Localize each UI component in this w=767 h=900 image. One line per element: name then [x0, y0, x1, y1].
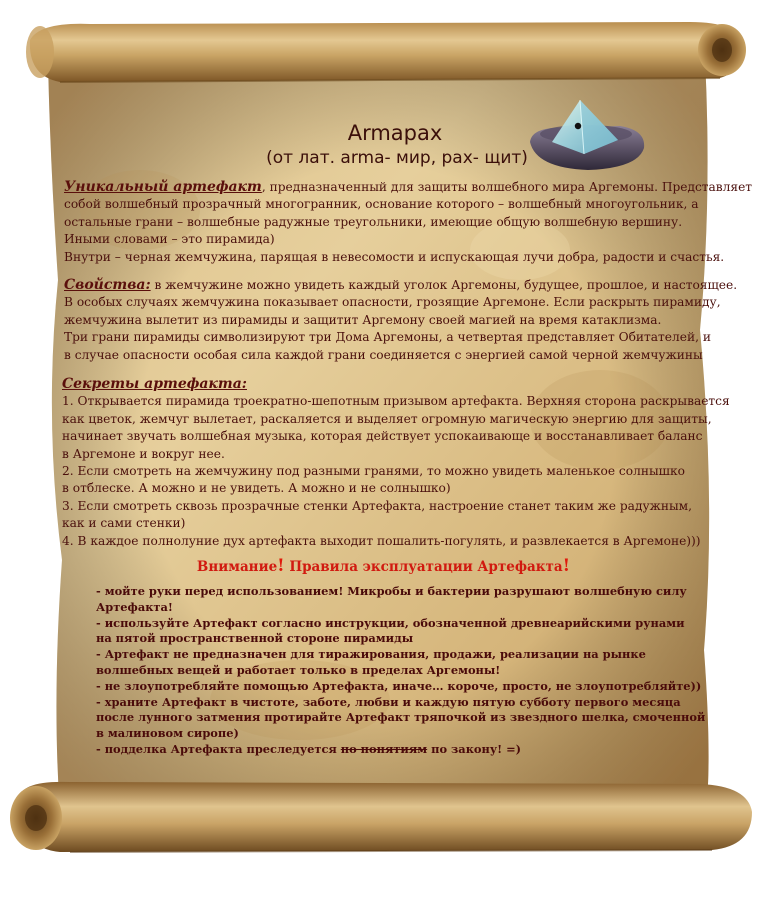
secrets-line: в Аргемоне и вокруг нее. [62, 446, 225, 461]
intro-line: , предназначенный для защиты волшебного мира Аргемоны. Представляет [261, 180, 753, 194]
properties-line: жемчужина вылетит из пирамиды и защитит Аргемону своей магией на время катаклизма. [64, 312, 662, 327]
page-title: Armapax [347, 121, 443, 145]
rule-line: - мойте руки перед использованием! Микробы и бактерии разрушают волшебную силу [96, 584, 687, 598]
secrets-section [62, 376, 730, 550]
warning-heading [0, 556, 767, 576]
rule-line: Артефакта! [96, 599, 173, 614]
secrets-line: начинает звучать волшебная музыка, которая действует успокаивающе и восстанавливает баланс [62, 429, 703, 444]
properties-line: в случае опасности особая сила каждой грани соединяется с энергией самой черной жемчужины [64, 347, 703, 362]
rule-line: - используйте Артефакт согласно инструкции, обозначенной древнеарийскими рунами [96, 615, 685, 630]
intro-line: Иными словами – это пирамида) [64, 232, 275, 247]
secrets-line: как и сами стенки) [62, 516, 186, 531]
secrets-line: 3. Если смотреть сквозь прозрачные стенки Артефакта, настроение станет таким же радужным, [62, 498, 693, 513]
secrets-line: 4. В каждое полнолуние дух артефакта выходит пошалить-погулять, и развлекается в Аргемоне))) [62, 533, 701, 548]
rules-list [96, 584, 705, 758]
intro-line: остальные грани – волшебные радужные треугольники, имеющие общую волшебную вершину. [64, 214, 683, 229]
rule-last-suffix: по закону! =) [427, 741, 522, 756]
properties-section [64, 277, 737, 364]
rule-line-last [96, 742, 705, 758]
secrets-line: 1. Открывается пирамида троекратно-шепотным призывом артефакта. Верхняя сторона раскрывается [62, 394, 730, 409]
rule-line: - Артефакт не предназначен для тиражирования, продажи, реализации на рынке [96, 647, 646, 662]
properties-line: Три грани пирамиды символизируют три Дома Аргемоны, а четвертая представляет Обитателей, и [64, 330, 711, 345]
properties-line: В особых случаях жемчужина показывает опасности, грозящие Аргемоне. Если раскрыть пирамиду, [64, 295, 721, 310]
page-subtitle: (от лат. arma- мир, pax- щит) [266, 148, 528, 168]
rule-last-prefix: - подделка Артефакта преследуется [96, 741, 341, 756]
rule-line: в малиновом сиропе) [96, 726, 239, 741]
struck-text: по понятиям [340, 741, 428, 756]
intro-heading: Уникальный артефакт [64, 179, 262, 195]
rule-line: волшебных вещей и работает только в пределах Аргемоны! [96, 662, 501, 677]
rule-line: - не злоупотребляйте помощью Артефакта, иначе… короче, просто, не злоупотребляйте)) [96, 678, 702, 693]
properties-line: в жемчужине можно увидеть каждый уголок Аргемоны, будущее, прошлое, и настоящее. [150, 278, 738, 292]
rule-line: на пятой пространственной стороне пирамиды [96, 631, 414, 646]
secrets-line: в отблеске. А можно и не увидеть. А можно и не солнышко) [62, 481, 451, 496]
secrets-line: 2. Если смотреть на жемчужину под разными гранями, то можно увидеть маленькое солнышко [62, 464, 685, 479]
properties-heading: Свойства: [64, 277, 151, 293]
secrets-heading: Секреты артефакта: [62, 376, 247, 392]
exclamation-mark: ! [562, 556, 571, 576]
rule-line: после лунного затмения протирайте Артефакт тряпочкой из звездного шелка, смоченной [96, 710, 706, 725]
intro-line: Внутри – черная жемчужина, парящая в невесомости и испускающая лучи добра, радости и счастья. [64, 249, 725, 264]
rule-line: - храните Артефакт в чистоте, заботе, любви и каждую пятую субботу первого месяца [96, 694, 681, 709]
exclamation-mark: ! [277, 556, 285, 576]
secrets-line: как цветок, жемчуг вылетает, раскаляется и выделяет огромную магическую энергию для защиты, [62, 411, 712, 426]
intro-section [64, 179, 752, 266]
intro-line: собой волшебный прозрачный многогранник, основание которого – волшебный многоугольник, а [64, 197, 699, 212]
warning-prefix: Внимание [196, 559, 278, 575]
warning-text: Правила эксплуатации Артефакта [284, 559, 563, 575]
